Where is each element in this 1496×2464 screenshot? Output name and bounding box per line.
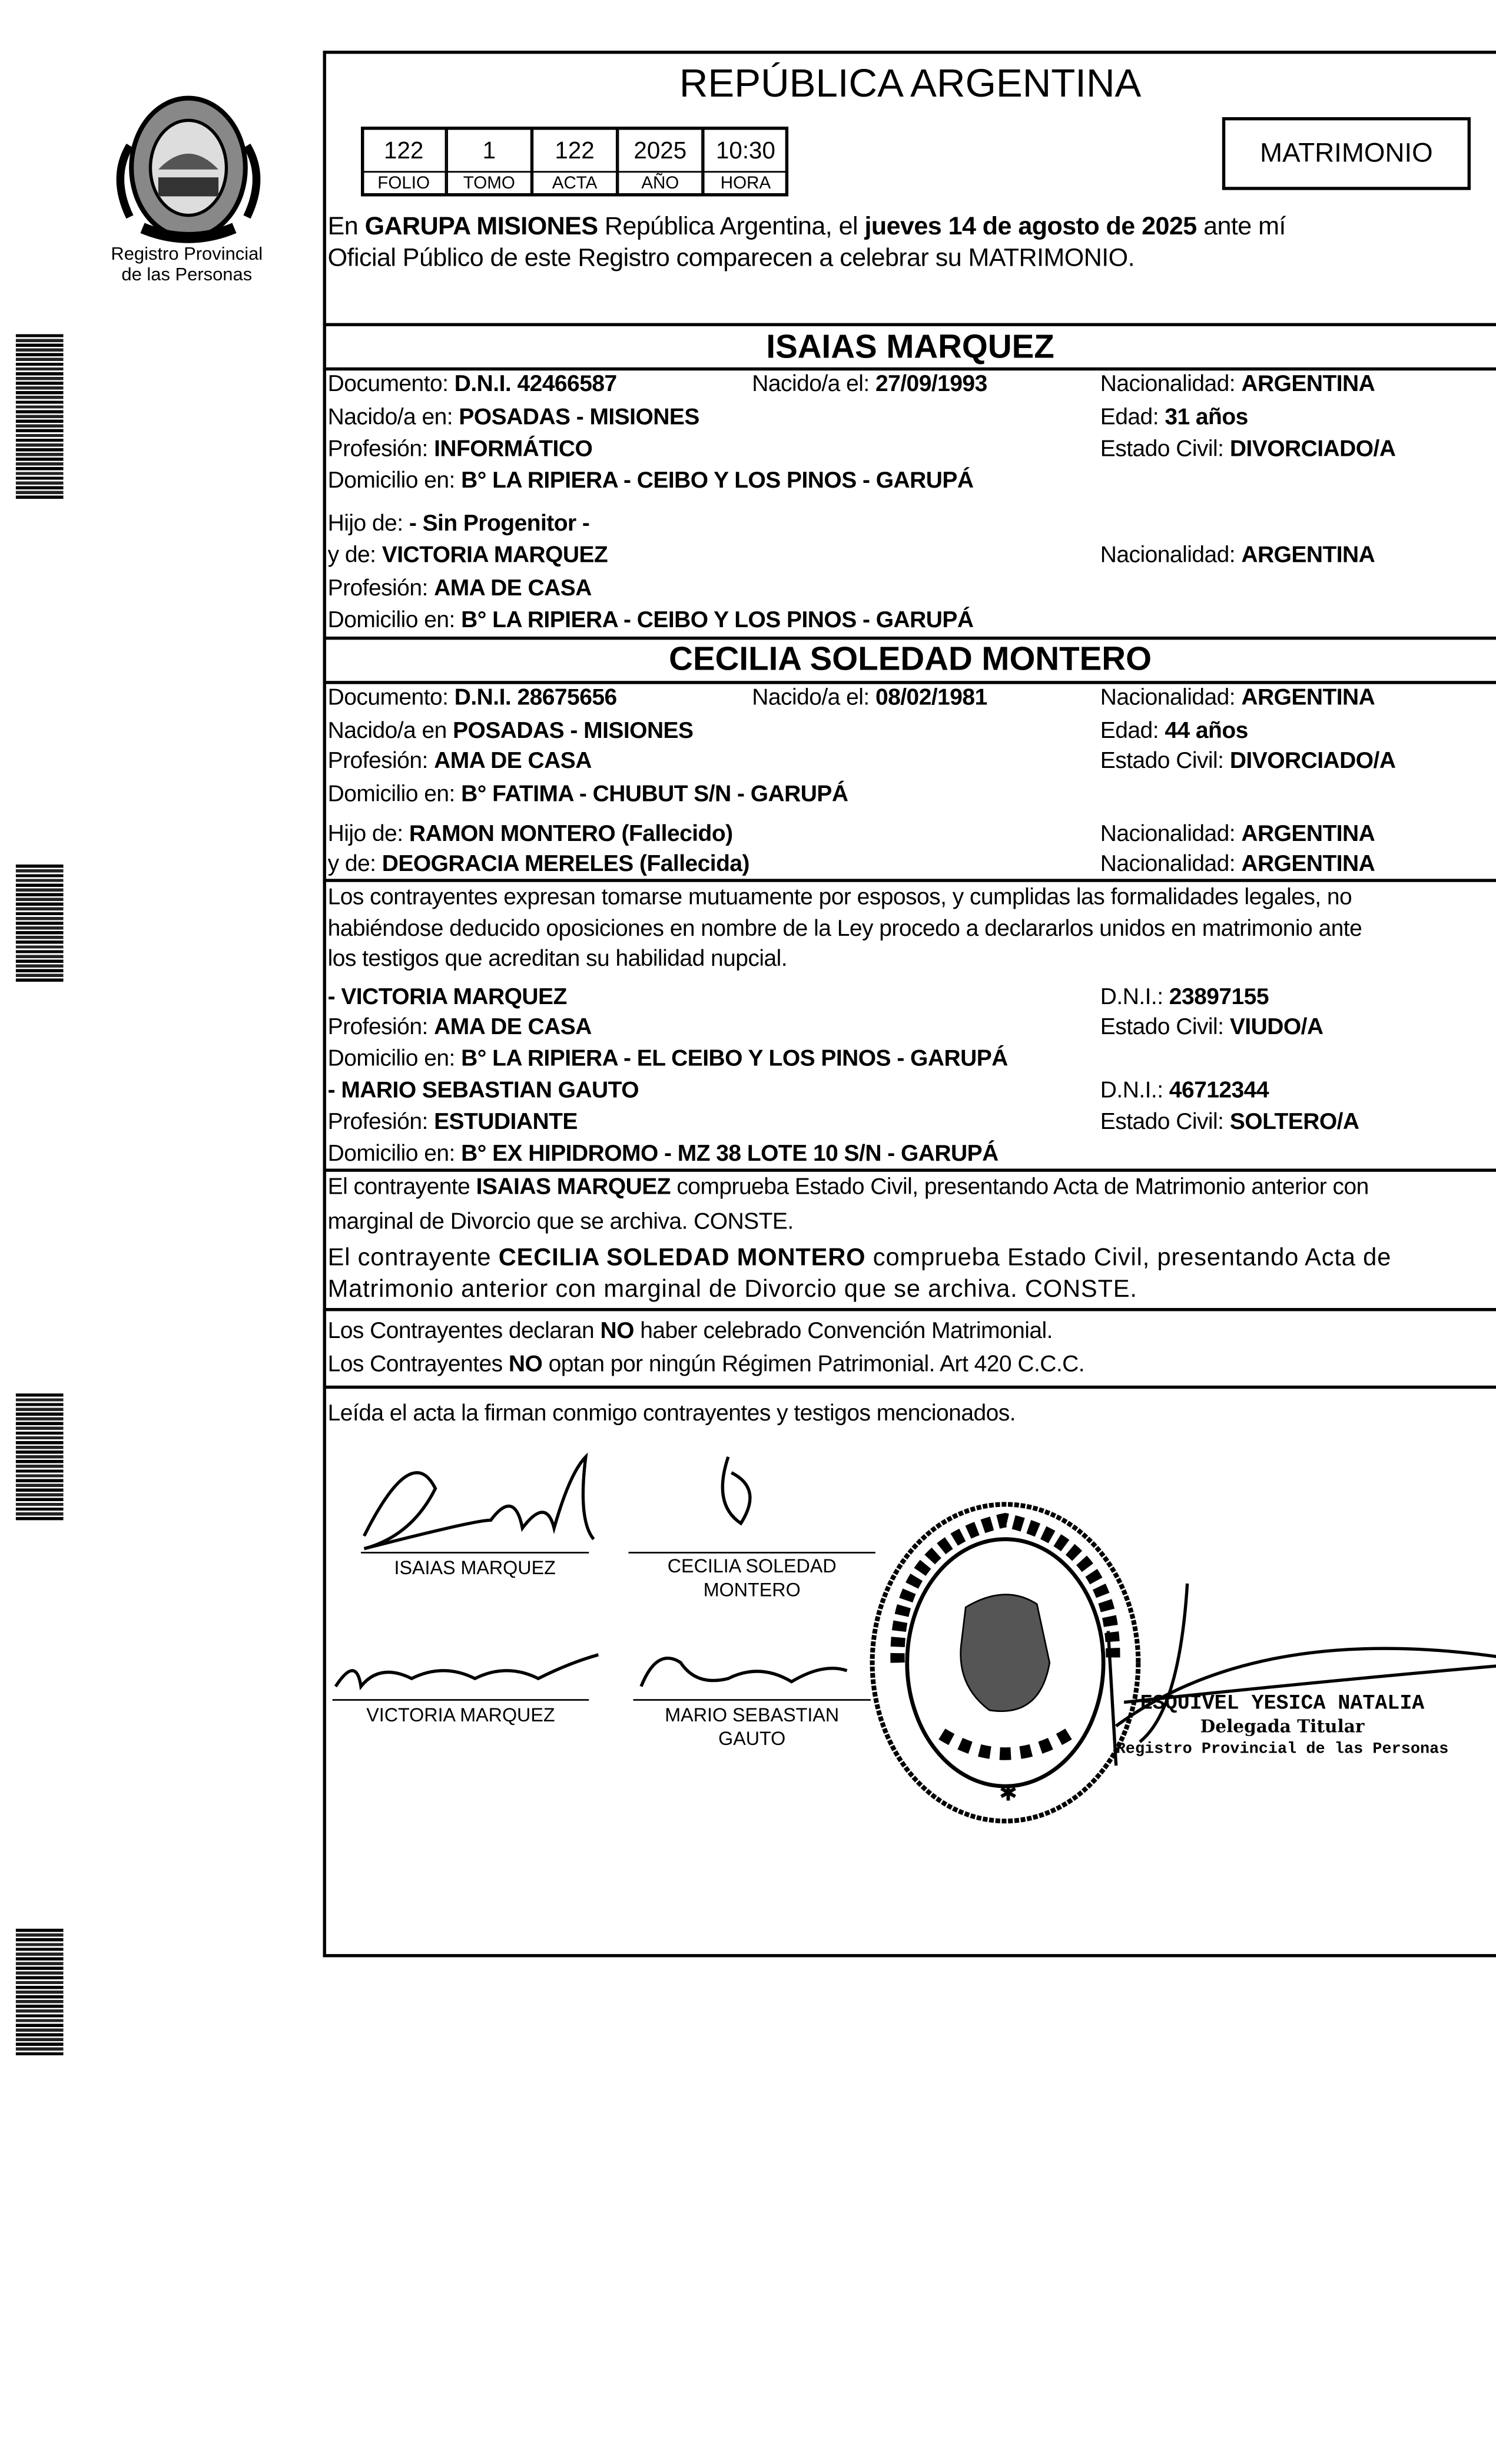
spouse1-mother-nationality: Nacionalidad: ARGENTINA bbox=[1100, 543, 1375, 569]
regime-note: Los Contrayentes NO optan por ningún Régimen Patrimonial. Art 420 C.C.C. bbox=[327, 1352, 1085, 1378]
witness2-civil-status: Estado Civil: SOLTERO/A bbox=[1100, 1110, 1359, 1135]
spouse2-document: Documento: D.N.I. 28675656 bbox=[327, 685, 617, 711]
note-spouse1-cont: marginal de Divorcio que se archiva. CONSTE. bbox=[327, 1210, 794, 1236]
record-año-label: AÑO bbox=[618, 171, 703, 196]
spouse1-father: Hijo de: - Sin Progenitor - bbox=[327, 511, 590, 537]
witness1-dni: D.N.I.: 23897155 bbox=[1100, 985, 1269, 1011]
declaration-line: Los contrayentes expresan tomarse mutuamente por esposos, y cumplidas las formalidades legales, no bbox=[327, 885, 1352, 911]
official-stamp bbox=[863, 1496, 1147, 1829]
spouse2-father-nationality: Nacionalidad: ARGENTINA bbox=[1100, 822, 1375, 847]
convention-note: Los Contrayentes declaran NO haber celebrado Convención Matrimonial. bbox=[327, 1319, 1053, 1344]
province-coat-of-arms-logo bbox=[95, 82, 281, 247]
spouse2-mother: y de: DEOGRACIA MERELES (Fallecida) bbox=[327, 852, 749, 877]
page-title: REPÚBLICA ARGENTINA bbox=[679, 61, 1142, 107]
spouse1-document: Documento: D.N.I. 42466587 bbox=[327, 372, 617, 398]
spouse1-address: Domicilio en: B° LA RIPIERA - CEIBO Y LOS PINOS - GARUPÁ bbox=[327, 468, 974, 494]
note-spouse1: El contrayente ISAIAS MARQUEZ comprueba Estado Civil, presentando Acta de Matrimonio anterior con bbox=[327, 1175, 1369, 1201]
spouse2-profession: Profesión: AMA DE CASA bbox=[327, 749, 592, 774]
witness1-profession: Profesión: AMA DE CASA bbox=[327, 1015, 592, 1041]
spouse1-mother-profession: Profesión: AMA DE CASA bbox=[327, 576, 592, 602]
scan-mark bbox=[16, 863, 64, 982]
spouse2-mother-nationality: Nacionalidad: ARGENTINA bbox=[1100, 852, 1375, 877]
signature-label-witness1: VICTORIA MARQUEZ bbox=[366, 1704, 555, 1726]
declaration-line: habiéndose deducido oposiciones en nombre de la Ley procedo a declararlos unidos en matrimonio ante bbox=[327, 916, 1362, 942]
official-stamp-text: ESQUIVEL YESICA NATALIA Delegada Titular Registro Provincial de las Personas bbox=[1116, 1691, 1449, 1760]
spouse2-civil-status: Estado Civil: DIVORCIADO/A bbox=[1100, 749, 1396, 774]
record-folio-label: FOLIO bbox=[361, 171, 446, 196]
witness2-dni: D.N.I.: 46712344 bbox=[1100, 1078, 1269, 1104]
note-spouse2: El contrayente CECILIA SOLEDAD MONTERO comprueba Estado Civil, presentando Acta de bbox=[327, 1244, 1392, 1272]
spouse1-nationality: Nacionalidad: ARGENTINA bbox=[1100, 372, 1375, 398]
spouse2-name: CECILIA SOLEDAD MONTERO bbox=[669, 641, 1152, 678]
spouse1-civil-status: Estado Civil: DIVORCIADO/A bbox=[1100, 437, 1396, 463]
spouse1-profession: Profesión: INFORMÁTICO bbox=[327, 437, 593, 463]
witness1-name: - VICTORIA MARQUEZ bbox=[327, 985, 567, 1011]
spouse1-age: Edad: 31 años bbox=[1100, 405, 1248, 431]
spouse2-age: Edad: 44 años bbox=[1100, 718, 1248, 744]
divider bbox=[323, 51, 1496, 54]
record-folio-value: 122 bbox=[361, 127, 446, 173]
signature-label-spouse2: CECILIA SOLEDAD MONTERO bbox=[667, 1555, 837, 1601]
record-acta-value: 122 bbox=[532, 127, 617, 173]
svg-text:✱: ✱ bbox=[999, 1780, 1018, 1806]
intro-line-2: Oficial Público de este Registro comparecen a celebrar su MATRIMONIO. bbox=[327, 245, 1135, 273]
spouse1-birthplace: Nacido/a en: POSADAS - MISIONES bbox=[327, 405, 699, 431]
intro-line-1: En GARUPA MISIONES República Argentina, el jueves 14 de agosto de 2025 ante mí bbox=[327, 214, 1286, 241]
divider bbox=[323, 1954, 1496, 1957]
spouse1-birthdate: Nacido/a el: 27/09/1993 bbox=[752, 372, 987, 398]
spouse1-mother: y de: VICTORIA MARQUEZ bbox=[327, 543, 608, 569]
logo-caption: Registro Provincial de las Personas bbox=[111, 245, 263, 286]
witness2-address: Domicilio en: B° EX HIPIDROMO - MZ 38 LOTE 10 S/N - GARUPÁ bbox=[327, 1141, 999, 1167]
witness1-civil-status: Estado Civil: VIUDO/A bbox=[1100, 1015, 1323, 1041]
witness1-address: Domicilio en: B° LA RIPIERA - EL CEIBO Y LOS PINOS - GARUPÁ bbox=[327, 1046, 1008, 1072]
record-tomo-label: TOMO bbox=[446, 171, 532, 196]
declaration-line: los testigos que acreditan su habilidad nupcial. bbox=[327, 946, 788, 972]
signing-note: Leída el acta la firman conmigo contrayentes y testigos mencionados. bbox=[327, 1401, 1016, 1427]
spouse2-nationality: Nacionalidad: ARGENTINA bbox=[1100, 685, 1375, 711]
record-hora-value: 10:30 bbox=[703, 127, 788, 173]
scan-mark bbox=[16, 333, 64, 499]
signature-label-witness2: MARIO SEBASTIAN GAUTO bbox=[665, 1704, 840, 1750]
signature-label-spouse1: ISAIAS MARQUEZ bbox=[394, 1556, 556, 1579]
record-acta-label: ACTA bbox=[532, 171, 617, 196]
scan-mark bbox=[16, 1929, 64, 2055]
spouse2-father: Hijo de: RAMON MONTERO (Fallecido) bbox=[327, 822, 733, 847]
scan-mark bbox=[16, 1393, 64, 1520]
spouse2-address: Domicilio en: B° FATIMA - CHUBUT S/N - GARUPÁ bbox=[327, 782, 848, 808]
note-spouse2-cont: Matrimonio anterior con marginal de Divorcio que se archiva. CONSTE. bbox=[327, 1276, 1137, 1303]
record-año-value: 2025 bbox=[618, 127, 703, 173]
witness2-profession: Profesión: ESTUDIANTE bbox=[327, 1110, 578, 1135]
record-hora-label: HORA bbox=[703, 171, 788, 196]
spouse2-birthplace: Nacido/a en POSADAS - MISIONES bbox=[327, 718, 694, 744]
spouse1-mother-address: Domicilio en: B° LA RIPIERA - CEIBO Y LOS PINOS - GARUPÁ bbox=[327, 608, 974, 634]
spouse1-name: ISAIAS MARQUEZ bbox=[766, 329, 1054, 366]
record-type-box: MATRIMONIO bbox=[1222, 117, 1471, 190]
record-tomo-value: 1 bbox=[446, 127, 532, 173]
spouse2-birthdate: Nacido/a el: 08/02/1981 bbox=[752, 685, 987, 711]
witness2-name: - MARIO SEBASTIAN GAUTO bbox=[327, 1078, 639, 1104]
